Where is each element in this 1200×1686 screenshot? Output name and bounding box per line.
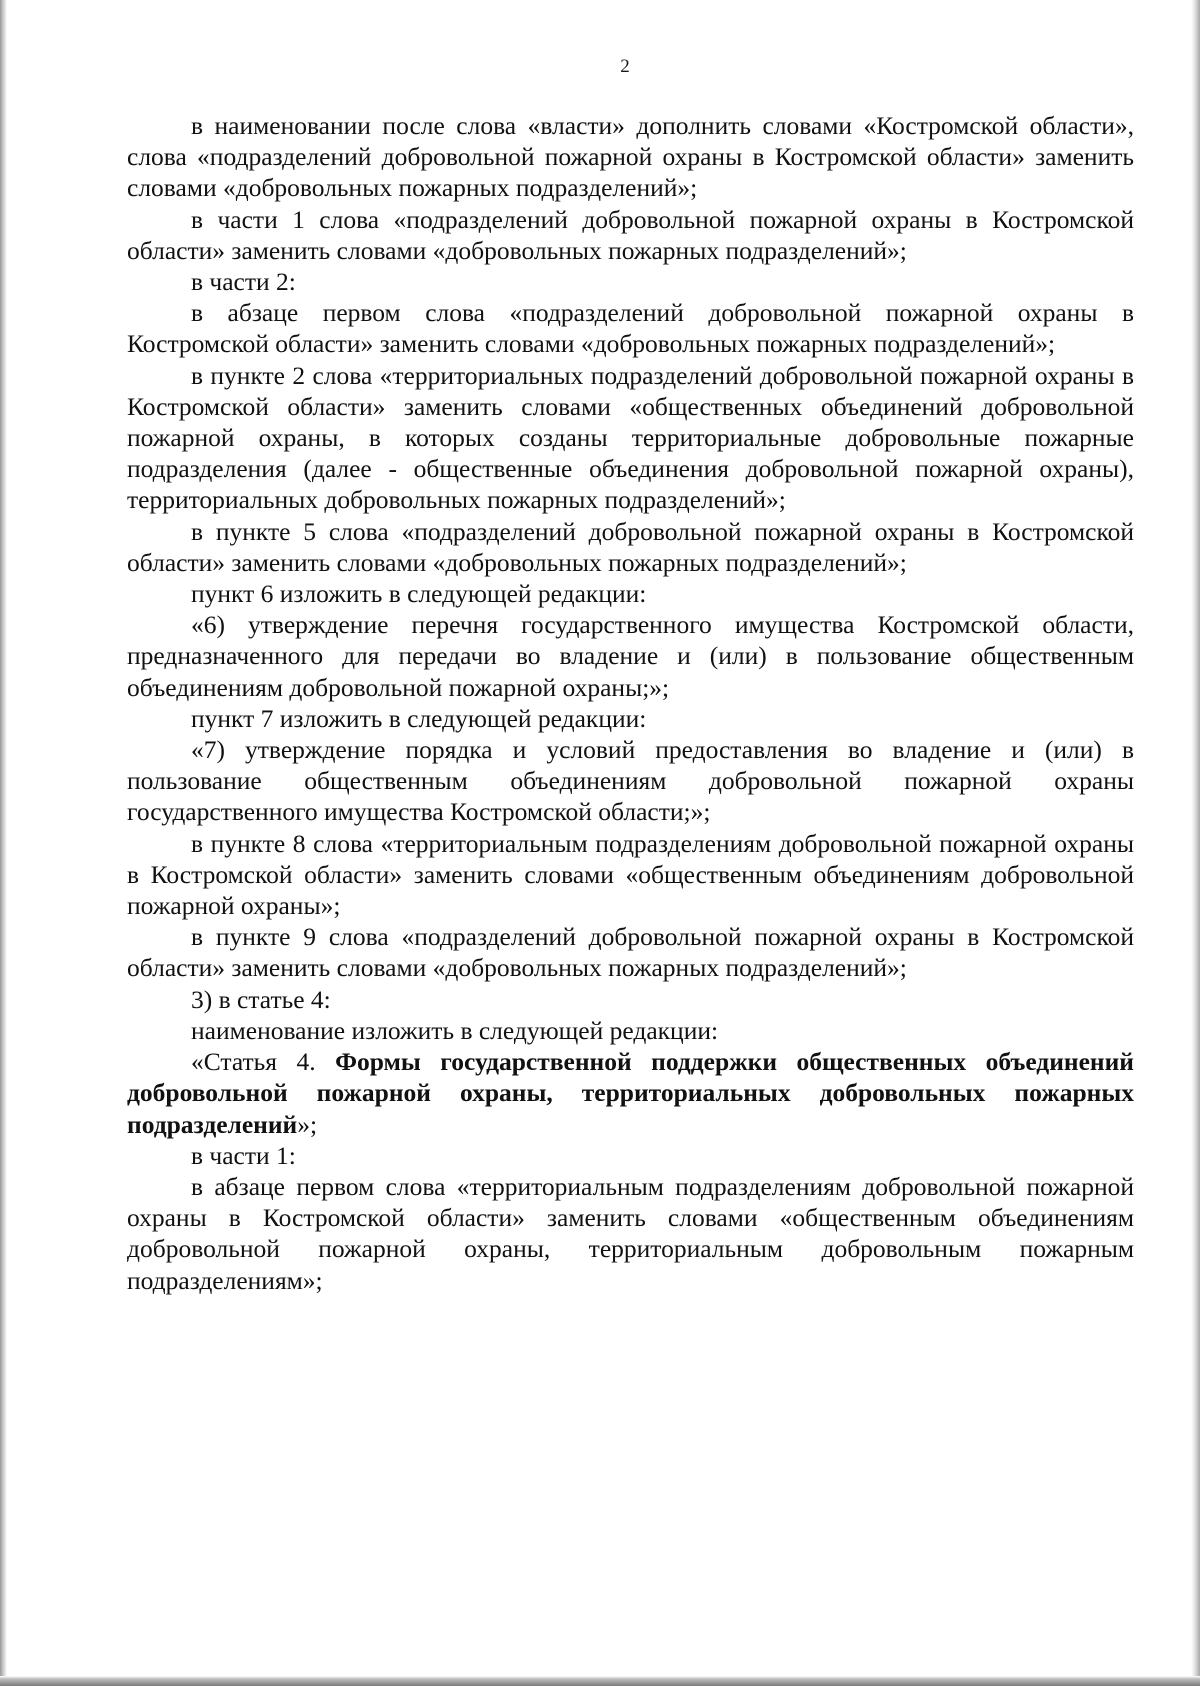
paragraph-point-8: в пункте 8 слова «территориальным подразделениям добровольной пожарной охраны в Костромской области» заменить словами «общественным объединениям добровольной пожарной охраны»;	[127, 828, 1134, 921]
paragraph-part-1: в части 1 слова «подразделений добровольной пожарной охраны в Костромской области» заменить словами «добровольных пожарных подразделений»;	[127, 204, 1134, 265]
paragraph-article-4-heading: 3) в статье 4:	[191, 984, 331, 1014]
paragraph-point-9: в пункте 9 слова «подразделений добровольной пожарной охраны в Костромской области» заменить словами «добровольных пожарных подразделений»;	[127, 922, 1134, 983]
paragraph-point-7-heading: пункт 7 изложить в следующей редакции:	[191, 703, 647, 733]
paragraph-point-6-heading: пункт 6 изложить в следующей редакции:	[191, 579, 647, 609]
paragraph-article-4-part-1-first-abzac: в абзаце первом слова «территориальным подразделениям добровольной пожарной охраны в Костромской области» заменить словами «общественным объединениям добровольной пожарной охраны, территориальным добровольным пожарным подразделениям»;	[127, 1171, 1134, 1295]
paragraph-article-4-part-1-heading: в части 1:	[191, 1140, 296, 1170]
document-body	[127, 110, 1134, 1296]
scan-shadow-left	[0, 0, 7, 1686]
paragraph-article-4-title-intro: наименование изложить в следующей редакции:	[191, 1015, 719, 1045]
paragraph-article-4-title	[127, 1046, 1134, 1140]
paragraph-point-2: в пункте 2 слова «территориальных подразделений добровольной пожарной охраны в Костромской области» заменить словами «общественных объединений добровольной пожарной охраны, в которых созданы территориальные добровольные пожарные подразделения (далее - общественные объединения добровольной пожарной охраны), территориальных добровольных пожарных подразделений»;	[127, 360, 1134, 515]
page-number: 2	[620, 56, 630, 77]
scan-shadow-bottom	[0, 1676, 1200, 1686]
paragraph-point-6-text: «6) утверждение перечня государственного имущества Костромской области, предназначенного для передачи во владение и (или) в пользование общественным объединениям добровольной пожарной охраны;»;	[127, 610, 1134, 702]
article-4-title-suffix: »;	[297, 1109, 318, 1139]
article-4-title-bold: Формы государственной поддержки общественных объединений добровольной пожарной охраны, территориальных добровольных пожарных подразделений	[127, 1047, 1134, 1139]
article-4-title-prefix: «Статья 4.	[191, 1047, 336, 1077]
paragraph-part-2-first-abzac: в абзаце первом слова «подразделений добровольной пожарной охраны в Костромской области» заменить словами «добровольных пожарных подразделений»;	[127, 298, 1134, 359]
paragraph-part-2-heading: в части 2:	[191, 267, 296, 297]
paragraph-point-5: в пункте 5 слова «подразделений добровольной пожарной охраны в Костромской области» заменить словами «добровольных пожарных подразделений»;	[127, 516, 1134, 577]
paragraph-title-amendment: в наименовании после слова «власти» дополнить словами «Костромской области», слова «подразделений добровольной пожарной охраны в Костромской области» заменить словами «добровольных пожарных подразделений»;	[127, 111, 1134, 203]
scan-shadow-right	[1191, 0, 1200, 1686]
paragraph-point-7-text: «7) утверждение порядка и условий предоставления во владение и (или) в пользование общественным объединениям добровольной пожарной охраны государственного имущества Костромской области;»;	[127, 735, 1134, 827]
